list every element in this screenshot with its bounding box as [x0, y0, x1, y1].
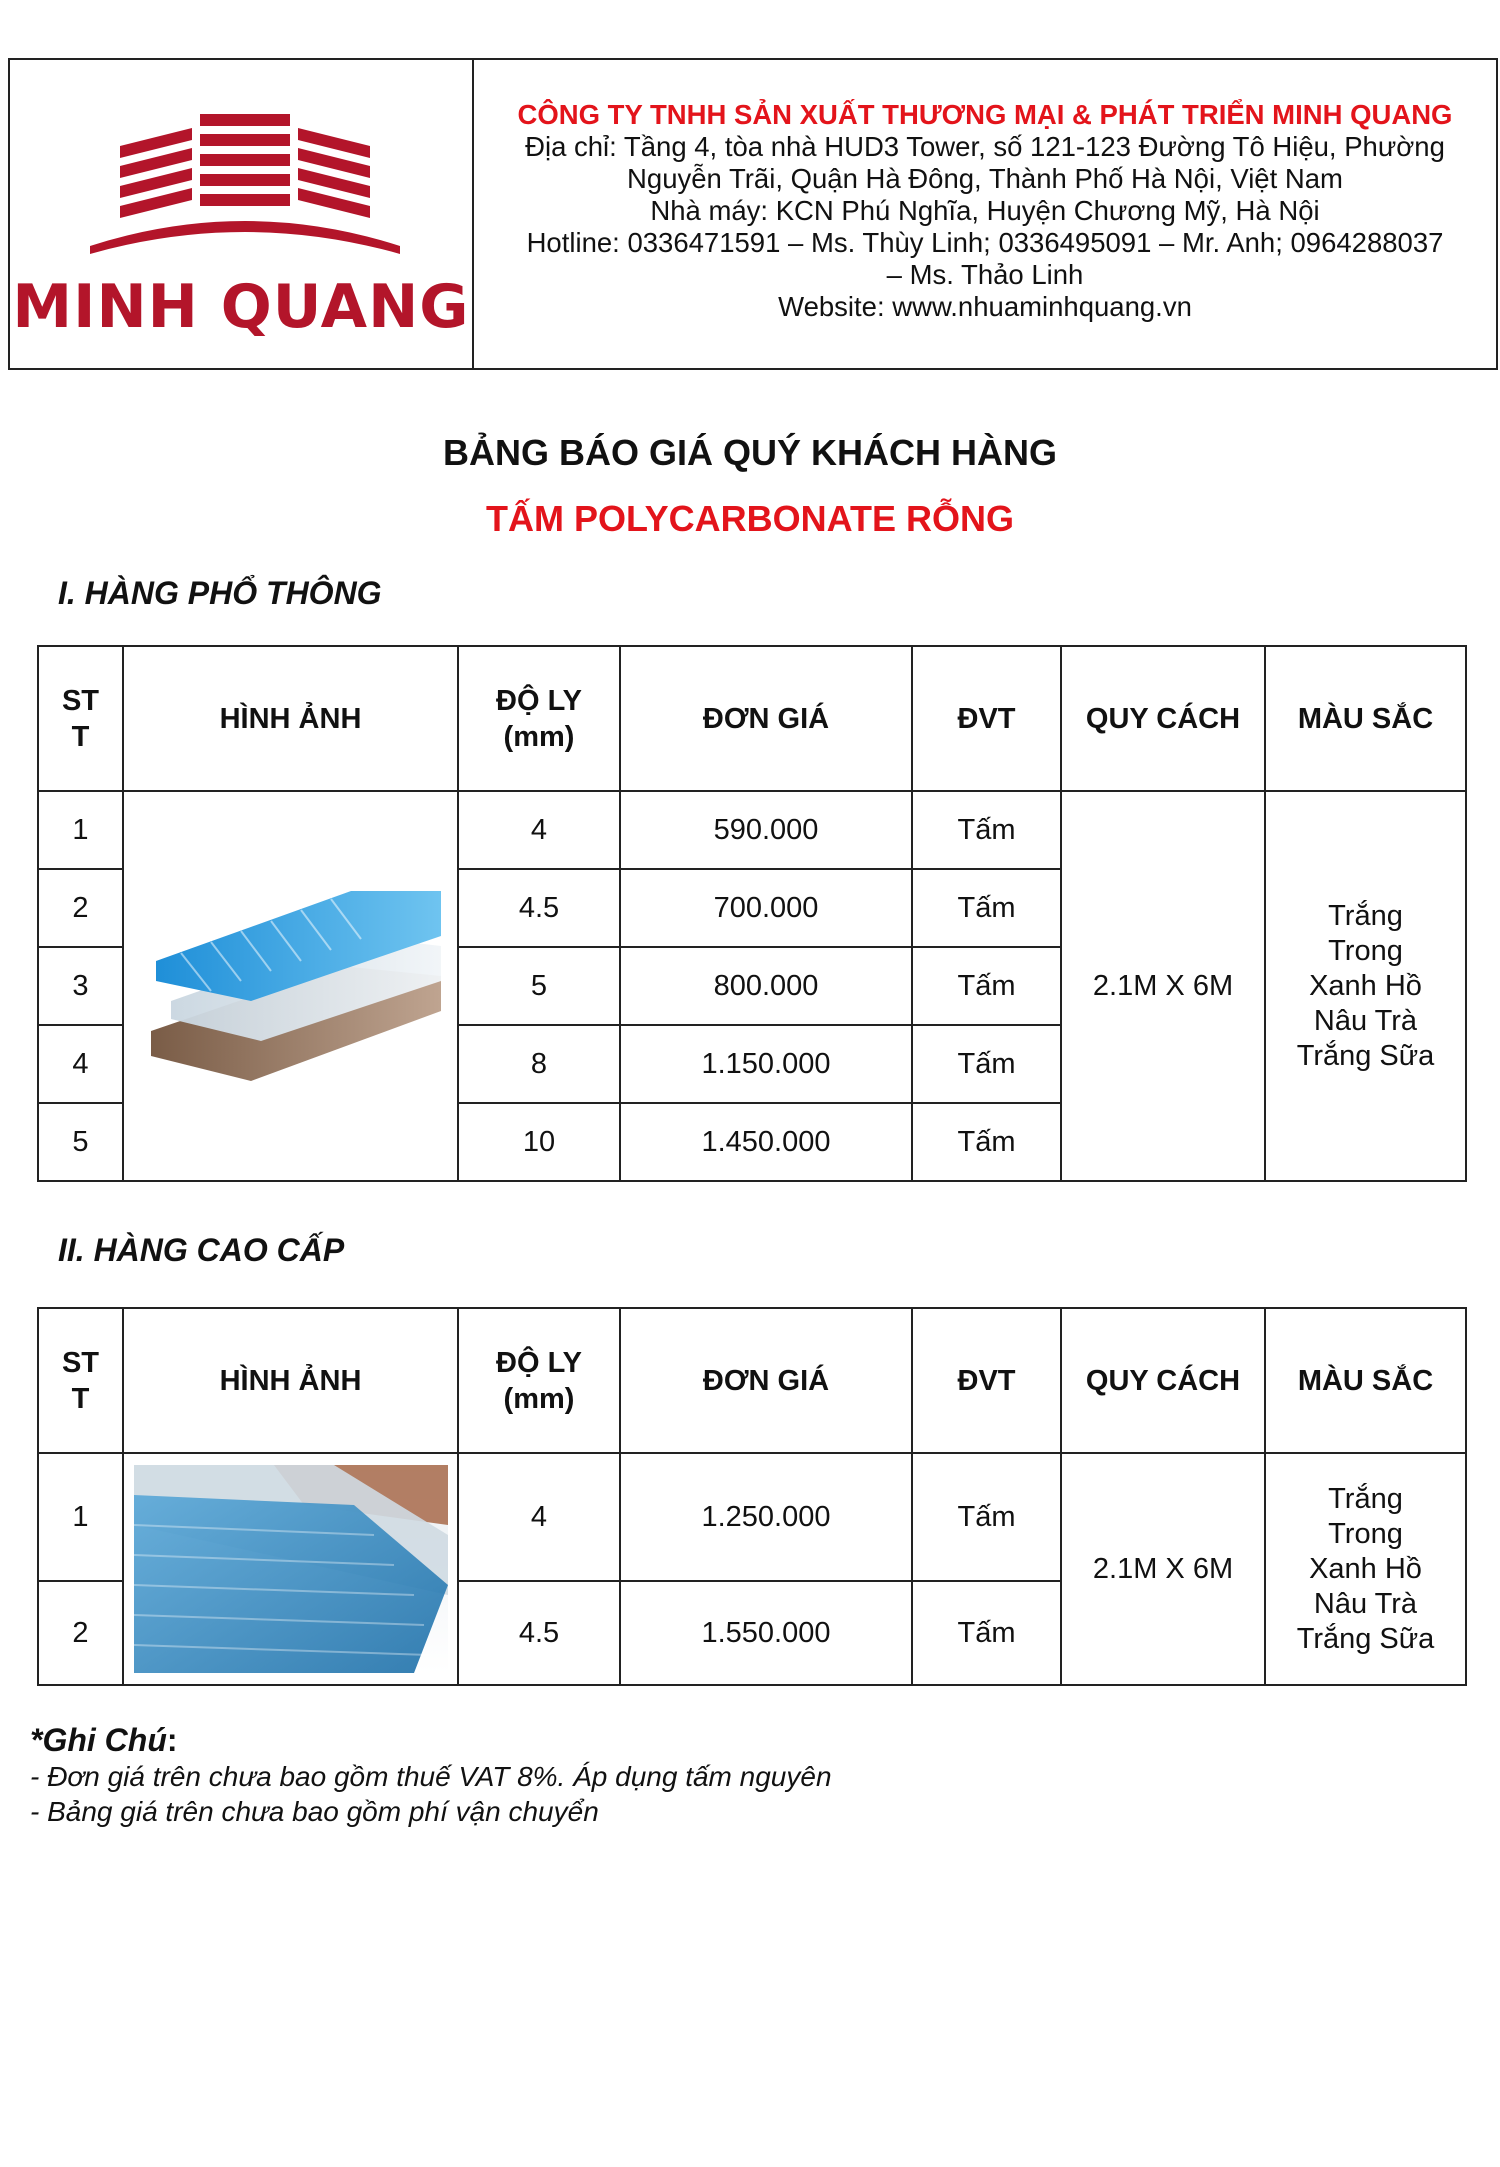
color-item: Trắng Sữa — [1296, 1039, 1435, 1072]
col-header-thickness-a: ĐỘ LY — [496, 1346, 582, 1379]
col-header-unit: ĐVT — [912, 1308, 1061, 1453]
cell-price: 1.250.000 — [620, 1453, 912, 1581]
color-item: Nâu Trà — [1313, 1587, 1418, 1620]
cell-colors — [1265, 791, 1466, 1181]
color-item: Xanh Hồ — [1309, 1552, 1422, 1585]
factory-line: Nhà máy: KCN Phú Nghĩa, Huyện Chương Mỹ, Hà Nội — [650, 195, 1320, 226]
col-header-image: HÌNH ẢNH — [123, 1308, 458, 1453]
notes-title-text: *Ghi Chú — [30, 1722, 167, 1758]
section-title-standard: I. HÀNG PHỔ THÔNG — [58, 575, 382, 611]
cell-unit: Tấm — [912, 791, 1061, 869]
col-header-stt-b: T — [71, 1382, 90, 1415]
table-row — [38, 791, 1466, 869]
table-row — [38, 1453, 1466, 1581]
cell-price: 1.150.000 — [620, 1025, 912, 1103]
col-header-thickness-b: (mm) — [503, 1382, 575, 1415]
cell-price: 1.450.000 — [620, 1103, 912, 1181]
price-table-premium — [37, 1307, 1467, 1686]
color-item: Trong — [1328, 1517, 1403, 1550]
logo-cell — [10, 60, 474, 368]
notes-title-colon: : — [166, 1722, 178, 1758]
company-info — [474, 60, 1496, 368]
color-item: Xanh Hồ — [1309, 969, 1422, 1002]
col-header-thickness-b: (mm) — [503, 720, 575, 753]
color-item: Trắng — [1328, 1482, 1403, 1515]
color-item: Trắng — [1328, 899, 1403, 932]
page-subtitle: TẤM POLYCARBONATE RỖNG — [485, 498, 1014, 539]
cell-unit: Tấm — [912, 1581, 1061, 1685]
col-header-thickness — [458, 646, 620, 791]
cell-colors — [1265, 1453, 1466, 1685]
cell-stt: 1 — [38, 1453, 123, 1581]
product-image-cell — [123, 1453, 458, 1685]
cell-stt: 2 — [38, 869, 123, 947]
col-header-stt — [38, 1308, 123, 1453]
cell-stt: 3 — [38, 947, 123, 1025]
color-item: Nâu Trà — [1313, 1004, 1418, 1037]
cell-thickness: 4 — [458, 1453, 620, 1581]
cell-spec: 2.1M X 6M — [1061, 1453, 1265, 1685]
col-header-thickness-a: ĐỘ LY — [496, 684, 582, 717]
col-header-stt-a: ST — [61, 1346, 100, 1379]
cell-unit: Tấm — [912, 1025, 1061, 1103]
col-header-thickness — [458, 1308, 620, 1453]
col-header-price: ĐƠN GIÁ — [620, 1308, 912, 1453]
company-header — [8, 58, 1498, 370]
cell-thickness: 8 — [458, 1025, 620, 1103]
table-header-row — [38, 1308, 1466, 1453]
col-header-spec: QUY CÁCH — [1061, 646, 1265, 791]
col-header-stt-a: ST — [61, 684, 100, 717]
company-name: CÔNG TY TNHH SẢN XUẤT THƯƠNG MẠI & PHÁT TRIỂN MINH QUANG — [517, 99, 1453, 130]
cell-stt: 1 — [38, 791, 123, 869]
cell-thickness: 4.5 — [458, 869, 620, 947]
cell-unit: Tấm — [912, 869, 1061, 947]
address-line-1: Địa chỉ: Tầng 4, tòa nhà HUD3 Tower, số 121-123 Đường Tô Hiệu, Phường — [525, 131, 1445, 162]
col-header-spec: QUY CÁCH — [1061, 1308, 1265, 1453]
website-line: Website: www.nhuaminhquang.vn — [778, 291, 1192, 322]
cell-stt: 2 — [38, 1581, 123, 1685]
cell-thickness: 5 — [458, 947, 620, 1025]
col-header-stt-b: T — [71, 720, 90, 753]
cell-thickness: 10 — [458, 1103, 620, 1181]
cell-stt: 4 — [38, 1025, 123, 1103]
table-header-row — [38, 646, 1466, 791]
col-header-unit: ĐVT — [912, 646, 1061, 791]
address-line-2: Nguyễn Trãi, Quận Hà Đông, Thành Phố Hà Nội, Việt Nam — [627, 163, 1343, 194]
cell-price: 800.000 — [620, 947, 912, 1025]
cell-stt: 5 — [38, 1103, 123, 1181]
cell-thickness: 4.5 — [458, 1581, 620, 1685]
hotline-line: Hotline: 0336471591 – Ms. Thùy Linh; 0336495091 – Mr. Anh; 0964288037 — [526, 227, 1444, 258]
notes — [30, 1722, 832, 1829]
premium-sheets-image — [134, 1465, 448, 1673]
section-title-premium: II. HÀNG CAO CẤP — [58, 1232, 345, 1268]
cell-thickness: 4 — [458, 791, 620, 869]
cell-unit: Tấm — [912, 947, 1061, 1025]
col-header-price: ĐƠN GIÁ — [620, 646, 912, 791]
col-header-stt — [38, 646, 123, 791]
hotline-line-2: – Ms. Thảo Linh — [886, 259, 1084, 290]
col-header-image: HÌNH ẢNH — [123, 646, 458, 791]
polycarbonate-sheets-image — [141, 891, 441, 1081]
note-line-shipping: - Bảng giá trên chưa bao gồm phí vận chuyển — [30, 1796, 599, 1827]
price-table-standard — [37, 645, 1467, 1182]
cell-spec: 2.1M X 6M — [1061, 791, 1265, 1181]
page-title: BẢNG BÁO GIÁ QUÝ KHÁCH HÀNG — [442, 432, 1057, 473]
col-header-color: MÀU SẮC — [1265, 646, 1466, 791]
notes-title — [30, 1722, 832, 1759]
col-header-color: MÀU SẮC — [1265, 1308, 1466, 1453]
cell-price: 700.000 — [620, 869, 912, 947]
logo-wordmark: MINH QUANG — [12, 272, 470, 342]
cell-unit: Tấm — [912, 1453, 1061, 1581]
product-image-cell — [123, 791, 458, 1181]
cell-price: 590.000 — [620, 791, 912, 869]
cell-price: 1.550.000 — [620, 1581, 912, 1685]
color-item: Trắng Sữa — [1296, 1622, 1435, 1655]
cell-unit: Tấm — [912, 1103, 1061, 1181]
color-item: Trong — [1328, 934, 1403, 967]
building-logo-icon — [80, 106, 410, 256]
note-line-vat: - Đơn giá trên chưa bao gồm thuế VAT 8%. Áp dụng tấm nguyên — [30, 1761, 832, 1792]
